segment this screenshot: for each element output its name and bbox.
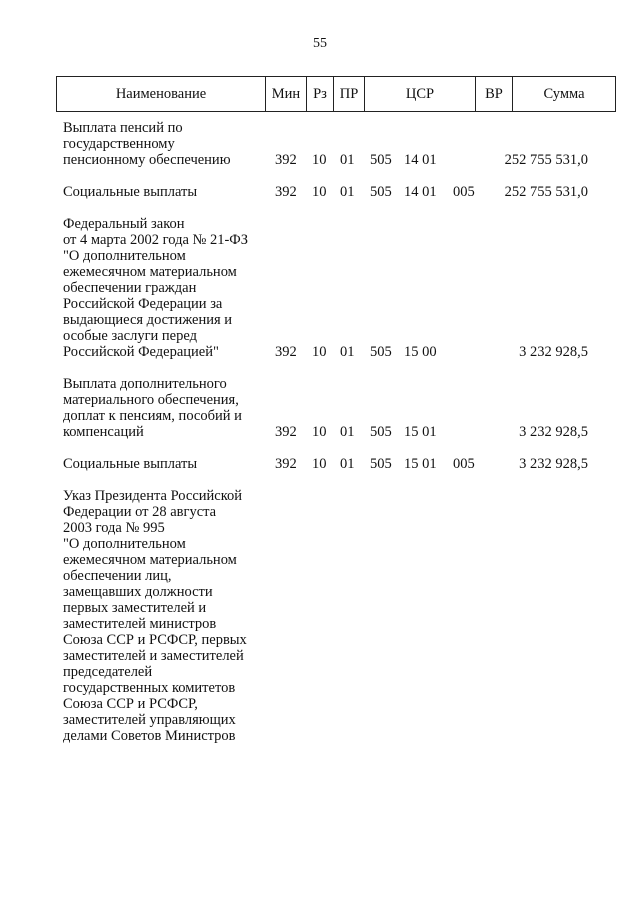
row-csr-program: 505 xyxy=(370,456,392,472)
row-name: Выплата пенсий по государственному пенсионному обеспечению xyxy=(63,120,231,168)
row-min: 392 xyxy=(275,184,297,200)
row-csr-program: 505 xyxy=(370,184,392,200)
header-sum: Сумма xyxy=(543,86,585,102)
row-sum: 3 232 928,5 xyxy=(519,424,588,440)
row-codes xyxy=(56,152,616,168)
row-pr: 01 xyxy=(340,152,355,168)
row-name: Выплата дополнительного материального обеспечения, доплат к пенсиям, пособий и компенсаций xyxy=(63,376,242,440)
header-name: Наименование xyxy=(115,86,207,102)
header-min: Мин xyxy=(271,86,301,102)
row-rz: 10 xyxy=(312,344,327,360)
row-pr: 01 xyxy=(340,424,355,440)
row-codes xyxy=(56,728,616,744)
table-row xyxy=(56,184,616,200)
row-codes xyxy=(56,344,616,360)
row-pr: 01 xyxy=(340,456,355,472)
row-min: 392 xyxy=(275,344,297,360)
row-min: 392 xyxy=(275,424,297,440)
row-name: Федеральный закон от 4 марта 2002 года № 21-ФЗ "О дополнительном ежемесячном материальном обеспечении граждан Российской Федерации за выдающиеся достижения и особые заслуги перед Российской Федерацией" xyxy=(63,216,249,360)
row-sum: 252 755 531,0 xyxy=(504,152,588,168)
row-csr-program: 505 xyxy=(370,344,392,360)
table-body xyxy=(56,120,616,760)
header-pr: ПР xyxy=(339,86,359,102)
row-sum: 252 755 531,0 xyxy=(504,184,588,200)
row-min: 392 xyxy=(275,456,297,472)
page-number: 55 xyxy=(313,36,327,51)
header-vr: ВР xyxy=(485,86,503,102)
row-csr-program: 505 xyxy=(370,152,392,168)
row-csr-article: 15 01 xyxy=(404,456,437,472)
row-rz: 10 xyxy=(312,424,327,440)
row-csr-article: 15 01 xyxy=(404,424,437,440)
row-rz: 10 xyxy=(312,456,327,472)
row-name: Социальные выплаты xyxy=(63,184,198,200)
row-csr-article: 14 01 xyxy=(404,152,437,168)
row-min: 392 xyxy=(275,152,297,168)
row-pr: 01 xyxy=(340,184,355,200)
row-pr: 01 xyxy=(340,344,355,360)
table-header xyxy=(56,76,616,112)
row-name: Указ Президента Российской Федерации от 28 августа 2003 года № 995 "О дополнительном ежемесячном материальном обеспечении лиц, замещавших должности первых заместителей и заместителей министров Союза ССР и РСФСР, первых заместителей и заместителей председателей государственных комитетов Союза ССР и РСФСР, заместителей управляющих делами Советов Министров xyxy=(63,488,247,744)
row-codes xyxy=(56,424,616,440)
header-csr: ЦСР xyxy=(405,86,435,102)
row-name: Социальные выплаты xyxy=(63,456,198,472)
table-row xyxy=(56,456,616,472)
table-row xyxy=(56,376,616,440)
row-codes xyxy=(56,456,616,472)
row-csr-article: 14 01 xyxy=(404,184,437,200)
row-rz: 10 xyxy=(312,152,327,168)
row-codes xyxy=(56,184,616,200)
row-rz: 10 xyxy=(312,184,327,200)
row-csr-program: 505 xyxy=(370,424,392,440)
table-row xyxy=(56,120,616,168)
row-sum: 3 232 928,5 xyxy=(519,456,588,472)
row-vr: 005 xyxy=(453,184,475,200)
table-row xyxy=(56,216,616,360)
row-sum: 3 232 928,5 xyxy=(519,344,588,360)
header-rz: Рз xyxy=(313,86,327,102)
row-vr: 005 xyxy=(453,456,475,472)
row-csr-article: 15 00 xyxy=(404,344,437,360)
table-row xyxy=(56,488,616,744)
